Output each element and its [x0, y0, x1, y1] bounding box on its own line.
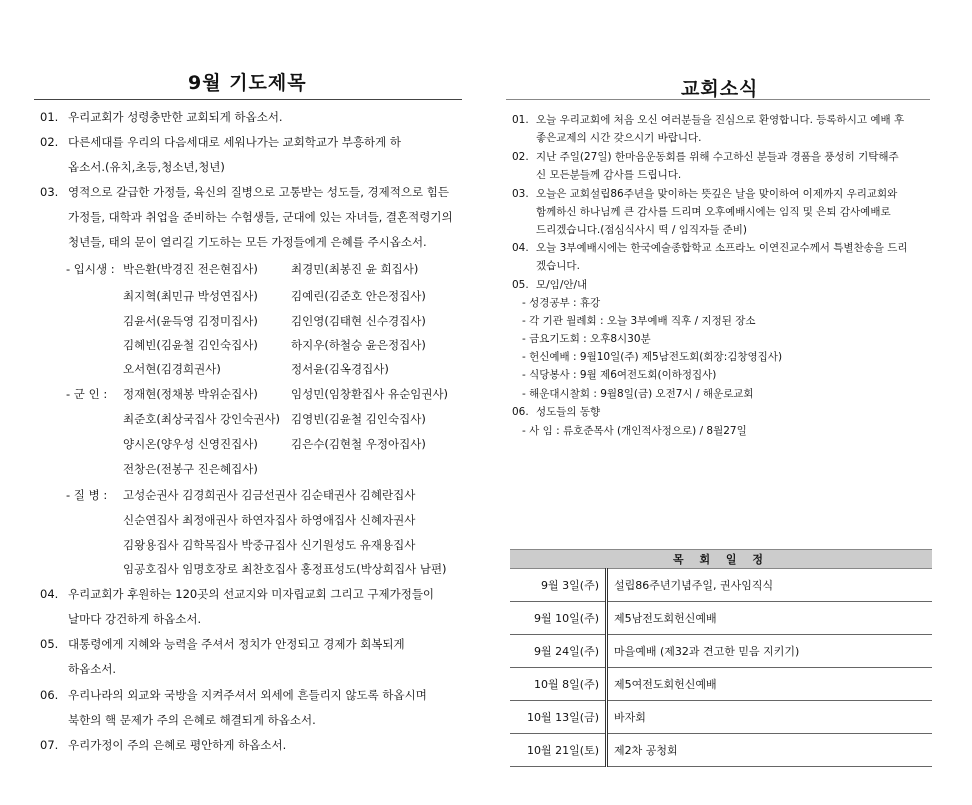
- prayer-item-3-cont2: 청년들, 태의 문이 열리길 기도하는 모든 가정들에게 은혜를 주시옵소서.: [68, 235, 427, 249]
- exam-name: 김인영(김태현 신수경집사): [291, 314, 426, 328]
- schedule-table: [510, 549, 932, 767]
- news-item-3-cont1: 함께하신 하나님께 큰 감사를 드리며 오후예배시에는 임직 및 은퇴 감사예배로: [536, 206, 891, 218]
- army-name: 양시온(양우성 신영진집사): [123, 437, 258, 451]
- news-item-6: 06. 성도들의 동향: [512, 406, 601, 418]
- news-item-4-cont: 겠습니다.: [536, 260, 580, 272]
- meeting-item: - 각 기관 월례회 : 오늘 3부예배 직후 / 지정된 장소: [522, 315, 756, 327]
- prayer-item-6: 06. 우리나라의 외교와 국방을 지켜주셔서 외세에 흔들리지 않도록 하옵시며: [40, 688, 427, 702]
- prayer-item-4: 04. 우리교회가 후원하는 120곳의 선교지와 미자립교회 그리고 구제가정들이: [40, 587, 435, 601]
- schedule-event: 제5여전도회헌신예배: [607, 668, 933, 701]
- army-name: 전창은(전봉구 진은혜집사): [123, 462, 258, 476]
- news-item-3-cont2: 드리겠습니다.(점심식사시 떡 / 임직자들 준비): [536, 224, 747, 236]
- schedule-date: 10월 13일(금): [510, 701, 607, 734]
- prayer-item-3-cont1: 가정들, 대학과 취업을 준비하는 수험생들, 군대에 있는 자녀들, 결혼적령기의: [68, 210, 453, 224]
- schedule-event: 바자회: [607, 701, 933, 734]
- sick-label: - 질 병 :: [66, 488, 108, 502]
- exam-name: 최지혁(최민규 박성연집사): [123, 289, 258, 303]
- schedule-event: 제2차 공청회: [607, 734, 933, 767]
- news-item-1: 01. 오늘 우리교회에 처음 오신 여러분들을 진심으로 환영합니다. 등록하시고 예배 후: [512, 114, 905, 126]
- meeting-item: - 헌신예배 : 9월10일(주) 제5남전도회(회장:김창영집사): [522, 351, 783, 363]
- schedule-date: 9월 24일(주): [510, 635, 607, 668]
- schedule-event: 마을예배 (제32과 견고한 믿음 지키기): [607, 635, 933, 668]
- schedule-row: [510, 701, 932, 734]
- exam-name: 김예린(김준호 안은정집사): [291, 289, 426, 303]
- exam-name: 최경민(최봉진 윤 희집사): [291, 262, 419, 276]
- sick-names: 임공호집사 임명호장로 최찬호집사 홍정표성도(박상희집사 남편): [123, 562, 447, 576]
- sick-names: 김왕용집사 김학목집사 박중규집사 신기원성도 유재용집사: [123, 538, 416, 552]
- schedule-row: [510, 668, 932, 701]
- schedule-event: 제5남전도회헌신예배: [607, 602, 933, 635]
- sick-names: 고성순권사 김경희권사 김금선권사 김순태권사 김혜란집사: [123, 488, 416, 502]
- news-title: 교회소식: [681, 78, 759, 100]
- army-name: 정재현(정채봉 박위순집사): [123, 387, 258, 401]
- prayer-item-5: 05. 대통령에게 지혜와 능력을 주셔서 정치가 안정되고 경제가 회복되게: [40, 637, 405, 651]
- army-name: 김영빈(김윤철 김인숙집사): [291, 412, 426, 426]
- prayer-item-1: 01. 우리교회가 성령충만한 교회되게 하옵소서.: [40, 110, 283, 124]
- prayer-item-2: 02. 다른세대를 우리의 다음세대로 세워나가는 교회학교가 부흥하게 하: [40, 135, 401, 149]
- prayer-title: 9월 기도제목: [188, 72, 307, 94]
- news-item-2: 02. 지난 주일(27일) 한마음운동회를 위해 수고하신 분들과 경품을 풍성히 기탁해주: [512, 151, 899, 163]
- meeting-item: - 성경공부 : 휴강: [522, 297, 601, 309]
- sick-names: 신순연집사 최정애권사 하연자집사 하영애집사 신혜자권사: [123, 513, 416, 527]
- news-item-4: 04. 오늘 3부예배시에는 한국예술종합학교 소프라노 이연진교수께서 특별찬송을 드리: [512, 242, 908, 254]
- news-item-6-detail: - 사 임 : 류호준목사 (개인적사정으로) / 8월27일: [522, 425, 747, 437]
- news-item-1-cont: 좋은교제의 시간 갖으시기 바랍니다.: [536, 132, 702, 144]
- exam-name: 정서윤(김옥경집사): [291, 362, 389, 376]
- schedule-event: 설립86주년기념주일, 권사임직식: [607, 569, 933, 602]
- news-title-rule: [506, 99, 930, 100]
- schedule-row: [510, 635, 932, 668]
- schedule-row: [510, 602, 932, 635]
- army-name: 임성민(임창환집사 유순임권사): [291, 387, 449, 401]
- prayer-item-4-cont: 날마다 강건하게 하옵소서.: [68, 612, 202, 626]
- army-label: - 군 인 :: [66, 387, 108, 401]
- prayer-title-rule: [34, 99, 462, 100]
- prayer-item-3: 03. 영적으로 갈급한 가정들, 육신의 질병으로 고통받는 성도들, 경제적으로 힘든: [40, 185, 449, 199]
- schedule-date: 10월 8일(주): [510, 668, 607, 701]
- army-name: 김은수(김현철 우정아집사): [291, 437, 426, 451]
- meeting-item: - 식당봉사 : 9월 제6여전도회(이하정집사): [522, 369, 717, 381]
- exam-name: 하지우(하철승 윤은정집사): [291, 338, 426, 352]
- meeting-item: - 해운대시찰회 : 9월8일(금) 오전7시 / 해운로교회: [522, 388, 754, 400]
- prayer-item-7: 07. 우리가정이 주의 은혜로 평안하게 하옵소서.: [40, 738, 287, 752]
- schedule-row: [510, 734, 932, 767]
- exam-name: 박은환(박경진 전은현집사): [123, 262, 258, 276]
- schedule-date: 10월 21일(토): [510, 734, 607, 767]
- schedule-row: [510, 569, 932, 602]
- exam-name: 김혜빈(김윤철 김인숙집사): [123, 338, 258, 352]
- prayer-item-2-cont: 옵소서.(유치,초등,청소년,청년): [68, 160, 225, 174]
- news-item-5: 05. 모/임/안/내: [512, 279, 588, 291]
- schedule-title: 목 회 일 정: [510, 550, 932, 569]
- news-item-3: 03. 오늘은 교회설립86주년을 맞이하는 뜻깊은 날을 맞이하여 이제까지 우리교회와: [512, 188, 898, 200]
- prayer-item-5-cont: 하옵소서.: [68, 662, 117, 676]
- schedule-date: 9월 10일(주): [510, 602, 607, 635]
- meeting-item: - 금요기도회 : 오후8시30분: [522, 333, 651, 345]
- exam-label: - 입시생 :: [66, 262, 115, 276]
- exam-name: 김윤서(윤득영 김정미집사): [123, 314, 258, 328]
- exam-name: 오서현(김경희권사): [123, 362, 221, 376]
- prayer-item-6-cont: 북한의 핵 문제가 주의 은혜로 해결되게 하옵소서.: [68, 713, 316, 727]
- news-item-2-cont: 신 모든분들께 감사를 드립니다.: [536, 169, 682, 181]
- schedule-date: 9월 3일(주): [510, 569, 607, 602]
- army-name: 최준호(최상국집사 강인숙권사): [123, 412, 281, 426]
